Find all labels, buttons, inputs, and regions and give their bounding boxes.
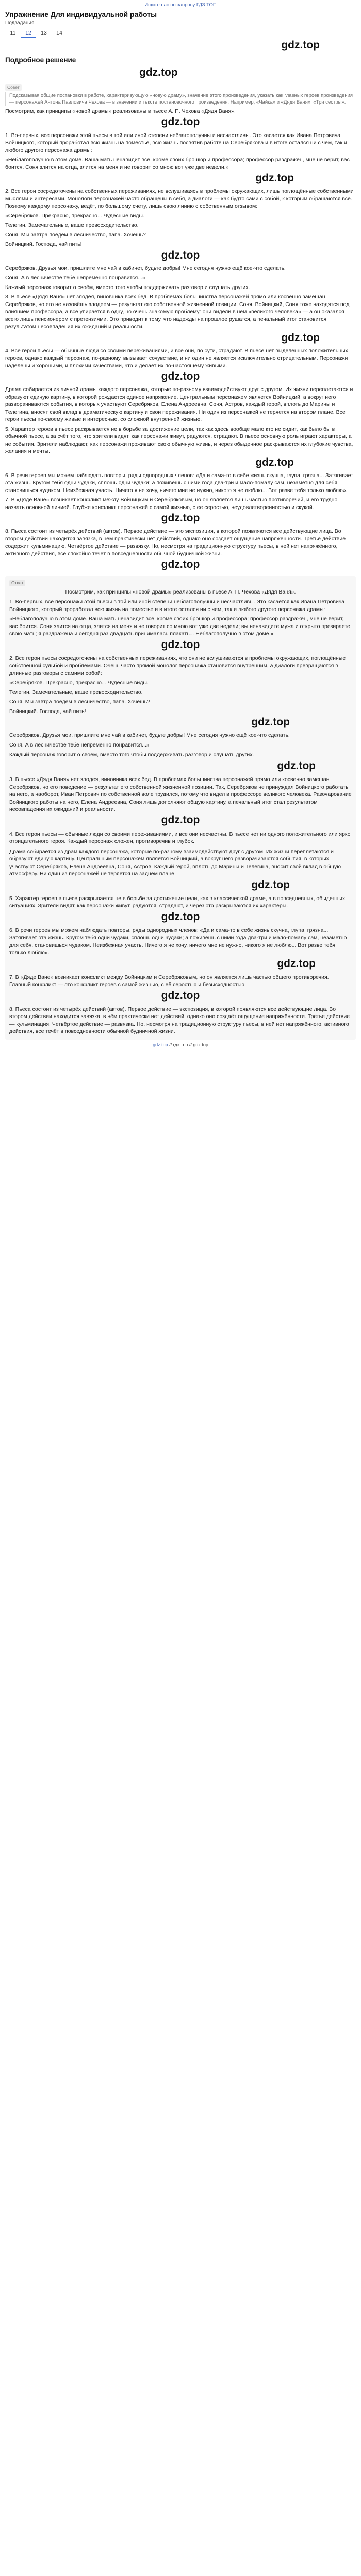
answer-quote-2b: Телегин. Замечательные, ваше превосходительство. — [9, 689, 143, 696]
watermark: gdz.top — [161, 116, 200, 128]
answer-point-5: 5. Характер героев в пьесе раскрывается не в борьбе за достижение цели, как в классической драме, а в повседневных, обыденных ситуациях. Зрители видят, как персонажи живут, радуются, страдают, и через это раскрываются их характеры. — [9, 895, 346, 909]
watermark: gdz.top — [281, 39, 320, 52]
exercise-title: Упражнение Для индивидуальной работы — [5, 10, 157, 19]
page-content — [0, 10, 361, 1056]
subtask-tab-14[interactable]: 14 — [56, 30, 62, 37]
watermark: gdz.top — [251, 878, 290, 891]
solution-point-4: 4. Все герои пьесы — обычные люди со своими переживаниями, и все они, по сути, страдают. В пьесе нет выделенных положительных героев, однако каждый персонаж, по-разному, вызывает сочувствие, и ни один не является исключительно отрицательным. Персонажи наделены и хорошими, и плохими качествами, что и делает их по-настоящему живыми. — [5, 347, 348, 369]
footer — [5, 1040, 356, 1051]
watermark: gdz.top — [161, 638, 200, 651]
answer-point-4: 4. Все герои пьесы — обычные люди со своими переживаниями, и все они несчастны. В пьесе нет ни одного положительного или ярко отрицательного героя. Каждый персонаж сложен, противоречив и глубок. — [9, 831, 351, 845]
solution-point-3: 3. В пьесе «Дядя Ваня» нет злодея, виновника всех бед. В проблемах большинства персонажей прямо или косвенно замешан Серебряков, но его не назовёшь злодеем — результат его собственной жизненной позиции. Соня, Войницкий, Соня тоже находятся под влиянием профессора, а всё упирается в одну, но очень знакомую проблему: они видели в нём «великого человека» — а он оказался всего лишь пенсионером с претензиями. Это приводит к тому, что надежды на прошлое рушатся, а печальный итог становится результатом несовпадения их ожиданий и реальности. — [5, 294, 350, 330]
solution-quote-2e: Серебряков. Друзья мои, пришлите мне чай в кабинет, будьте добры! Мне сегодня нужно ещё кое-что сделать. — [5, 265, 286, 272]
watermark: gdz.top — [161, 249, 200, 261]
hint-box — [5, 84, 356, 106]
subtask-tab-13[interactable]: 13 — [41, 30, 47, 37]
watermark: gdz.top — [255, 172, 294, 184]
solution-point-1: 1. Во-первых, все персонажи этой пьесы в той или иной степени неблагополучны и несчастливы. Это касается как Ивана Петровича Войницкого, который проработал всю жизнь на поместье, всю жизнь посвятив работе на Серебрякова и в итоге остался ни с чем, так и любого другого персонажа драмы: — [5, 132, 347, 154]
watermark: gdz.top — [255, 456, 294, 468]
answer-quote-2e: Серебряков. Друзья мои, пришлите мне чай в кабинет, будьте добры! Мне сегодня нужно ещё кое-что сделать. — [9, 732, 290, 739]
answer-quote-1: «Неблагополучно в этом доме. Ваша мать ненавидит все, кроме своих брошюр и профессора; профессор раздражен, мне не верит, вас боится. Соня злится на отца, злится на меня и не говорит со мною вот уже две недели; вы ненавидите мужа и открыто презираете свою мать; я раздражена и сегодня раз двадцать принималась плакать... Неблагополучно в этом доме.» — [9, 616, 350, 637]
solution-point-8: 8. Пьеса состоит из четырёх действий (актов). Первое действие — это экспозиция, в которой появляются все действующие лица. Во втором действии находится завязка, в нём практически нет действий, однако оно создаёт ощущение напряжённости. Третье действие содержит кульминацию. Четвёртое действие — развязку. Но, несмотря на традиционную структуру пьесы, в ней нет напряжённого, активного действия, всё спокойно течёт в повседневности обычной будничной жизни. — [5, 528, 346, 557]
top-search-hint: Ищите нас по запросу ГДЗ ТОП — [144, 2, 217, 8]
watermark: gdz.top — [161, 814, 200, 826]
solution-point-5: 5. Характер героев в пьесе раскрывается не в борьбе за достижение цели, так как здесь вообще мало кто не сидит, как было бы в обычной пьесе, а за счёт того, что зрители видят, как персонажи живут, радуются, страдают. В пьесе основную роль играют характеры, а не события. Зрители наблюдают, как персонажи проживают свою обычную жизнь, и через обыденное раскрываются их глубокие чувства, желания и мечты. — [5, 426, 353, 455]
answer-point-4b: Драма собирается из драм каждого персонажа, которые по-разному взаимодействуют друг с другом. Их жизни переплетаются и образуют единую картину. Центральным персонажем является Войницкий, а вокруг него разворачиваются события, в которых участвуют Серебряков, Елена Андреевна, Соня, Астров. Каждый герой, вплоть до Марины и Телегина, вносит свой вклад в общую атмосферу. Ни один из персонажей не теряется на заднем плане. — [9, 848, 341, 877]
solution-quote-2: «Серебряков. Прекрасно, прекрасно... Чудесные виды. — [5, 212, 144, 219]
solution-title: Подробное решение — [5, 56, 76, 64]
hint-tag: Совет — [5, 84, 22, 91]
answer-point-6: 6. В речи героев мы можем наблюдать повторы, ряды однородных членов: «Да и сама-то в себе жизнь скучна, глупа, грязна... Затягивает эта жизнь. Кругом тебя одни чудаки, сплошь одни чудаки; а поживёшь с ними года два-три и мало-помалу сам, незаметно для себя, становишься чудаком. Неизбежная участь. Ничего я не хочу, ничего мне не нужно, никого я не люблю... Вот разве тебя только люблю». — [9, 927, 347, 956]
watermark: gdz.top — [161, 989, 200, 1002]
solution-quote-2f: Соня. А в лесничестве тебе непременно понравится...» — [5, 275, 145, 281]
subtask-pager — [5, 29, 356, 38]
answer-tag: Ответ — [9, 580, 25, 586]
watermark: gdz.top — [277, 759, 316, 772]
answer-quote-2: «Серебряков. Прекрасно, прекрасно... Чудесные виды. — [9, 680, 149, 686]
watermark: gdz.top — [161, 558, 200, 571]
subtask-tab-11[interactable]: 11 — [10, 30, 16, 37]
solution-point-2: 2. Все герои сосредоточены на собственных переживаниях, не вслушиваясь в проблемы окружающих, лишь поглощённые собственными мыслями и интересами. Монологи персонажей часто обращены в себя, а диалоги — как будто сами с собой, к которым обращаются все. Поэтому каждому персонажу, ведёт, по большому счёту, лишь свою линию с собственным отзывом: — [5, 188, 354, 210]
subtasks-label: Подзадания — [5, 20, 35, 26]
solution-point-7: 7. В «Дяде Ване» возникает конфликт между Войницким и Серебряковым, но он является лишь частью противоречий, и его трудно назвать основной линией. Глубже конфликт персонажей с самой жизнью, с её серостью, неудовлетворённостью и скукой. — [5, 497, 338, 511]
answer-point-8: 8. Пьеса состоит из четырёх действий (актов). Первое действие — экспозиция, в которой появляются все действующие лица. Во втором действии находится завязка, в нём практически нет действий, однако оно создаёт ощущение напряжённости. Третье действие — кульминация. Четвёртое действие — развязка. Но, несмотря на традиционную структуру пьесы, в ней нет напряжённого, активного действия, всё течёт в повседневности обычной будничной жизни. — [9, 1006, 350, 1035]
solution-quote-1: «Неблагополучно в этом доме. Ваша мать ненавидит все, кроме своих брошюр и профессора; профессор раздражен, мне не верит, вас боится. Соня злится на отца, злится на меня и не говорит со мною вот уже две недели.» — [5, 157, 350, 171]
solution-quote-2b: Телегин. Замечательные, ваше превосходительство. — [5, 222, 139, 229]
subtask-tab-12[interactable]: 12 — [21, 29, 36, 38]
solution-point-6: 6. В речи героев мы можем наблюдать повторы, ряды однородных членов: «Да и сама-то в себе жизнь скучна, глупа, грязна... Затягивает эта жизнь. Кругом тебя одни чудаки, сплошь одни чудаки; а поживёшь с ними года два-три и мало-помалу сам, незаметно для себя, становишься чудаком. Неизбежная участь. Ничего я не хочу, ничего мне не нужно, никого я не люблю... Вот разве тебя только люблю». — [5, 472, 353, 494]
answer-quote-2c: Соня. Мы завтра поедем в лесничество, папа. Хочешь? — [9, 699, 150, 705]
solution-point-4b: Драма собирается из личной драмы каждого персонажа, которые по-разному взаимодействуют друг с другом. Их жизни переплетаются и образуют единую картину, в которой рождается единое напряжение. Центральным персонажем является Войницкий, а вокруг него разворачиваются события, в которых участвуют Серебряков, Елена Андреевна, Соня, Астров, каждый герой, вплоть до Марины и Телегина, вносят свой вклад в драматическую картину и свои переживания. Ни один из персонажей не теряется на втором плане. Все герои пьесы по-своему живые и интересные, со сложной внутренней жизнью. — [5, 386, 353, 423]
answer-block — [5, 576, 356, 1040]
answer-point-3: 3. В пьесе «Дядя Ваня» нет злодея, виновника всех бед. В проблемах большинства персонажей прямо или косвенно замешан Серебряков, но его поведение — результат его собственной жизненной позиции. Так, Серебряков не принуждал Войницкого работать на него, а наоборот, Иван Петрович по собственной воле трудился, потому что видел в профессоре великого человека. Разочарование Войницкого работы на него, Елена Андреевна, Соня лишь дополняют общую картину, а печальный итог стал результатом несовпадения их ожиданий и реальности. — [9, 776, 352, 812]
watermark: gdz.top — [251, 716, 290, 728]
solution-point-2b: Каждый персонаж говорит о своём, вместо того чтобы поддерживать разговор и слушать других. — [5, 284, 250, 291]
answer-quote-2f: Соня. А в лесничестве тебе непременно понравится...» — [9, 741, 150, 748]
solution-quote-2c: Соня. Мы завтра поедем в лесничество, папа. Хочешь? — [5, 231, 146, 238]
watermark: gdz.top — [277, 957, 316, 970]
answer-point-7: 7. В «Дяде Ване» возникает конфликт между Войницким и Серебряковым, но он является лишь частью общего противоречия. Главный конфликт — это конфликт героев с самой жизнью, с её серостью и безысходностью. — [9, 974, 329, 988]
footer-text: // гдз топ // gdz.top — [168, 1042, 208, 1047]
answer-point-2: 2. Все герои пьесы сосредоточены на собственных переживаниях, что они не вслушиваются в проблемы окружающих, поглощённые собственной судьбой и проблемами. Очень часто прямой монолог персонажа становится внутренним, а диалоги превращаются в длинные разговоры с самими собой: — [9, 655, 346, 676]
answer-point-1: 1. Во-первых, все персонажи этой пьесы в той или иной степени неблагополучны и несчастливы. Это касается как Ивана Петровича Войницкого, который проработал всю жизнь на поместье и в итоге остался ни с чем, так и любого другого персонажа драмы: — [9, 599, 345, 613]
solution-intro: Посмотрим, как принципы «новой драмы» реализованы в пьесе А. П. Чехова «Дядя Ваня». — [5, 108, 236, 114]
solution-quote-2d: Войницкий. Господа, чай пить! — [5, 241, 82, 248]
watermark: gdz.top — [161, 512, 200, 524]
watermark: gdz.top — [161, 910, 200, 923]
footer-link[interactable]: gdz.top — [153, 1042, 168, 1047]
answer-quote-2d: Войницкий. Господа, чай пить! — [9, 708, 86, 715]
answer-intro: Посмотрим, как принципы «новой драмы» реализованы в пьесе А. П. Чехова «Дядя Ваня». — [65, 588, 296, 595]
answer-point-2b: Каждый персонаж говорит о своём, вместо того чтобы поддерживать разговор и слушать других. — [9, 752, 254, 758]
hint-text: Подсказывая общие постановки в работе, характеризующую «новую драму», значение этого произведения, указать как главных героев произведения — персонажей Антона Павловича Чехова — в значении и тексте постановочного произведения. Например, «Чайка» и «Дядя Ваня», «Три сестры». — [5, 92, 356, 106]
watermark: gdz.top — [281, 331, 320, 344]
watermark: gdz.top — [139, 66, 178, 78]
watermark: gdz.top — [161, 370, 200, 383]
